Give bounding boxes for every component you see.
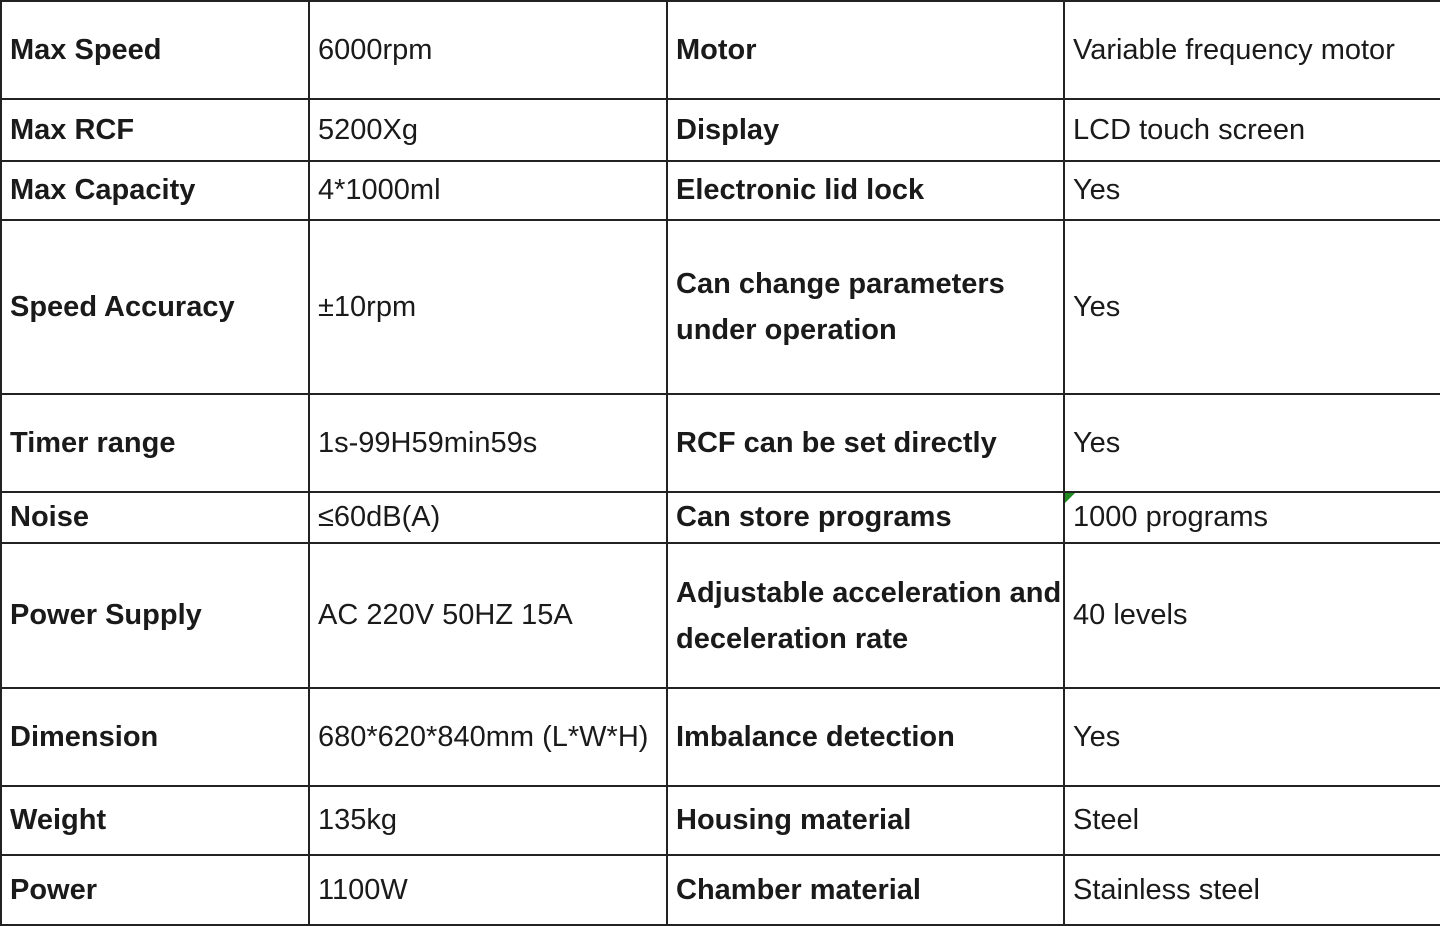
- spec-value: Stainless steel: [1064, 855, 1440, 925]
- spec-label: Imbalance detection: [667, 688, 1064, 786]
- spec-label: Can change parameters under operation: [667, 220, 1064, 394]
- spec-value-text: 1000 programs: [1073, 501, 1269, 533]
- table-row: [1, 161, 1440, 220]
- spec-label: Dimension: [1, 688, 309, 786]
- table-row: [1, 688, 1440, 786]
- table-row: [1, 786, 1440, 855]
- spec-label: Electronic lid lock: [667, 161, 1064, 220]
- comment-marker-icon: [1065, 493, 1075, 503]
- spec-value: Yes: [1064, 688, 1440, 786]
- spec-value: Variable frequency motor: [1064, 1, 1440, 99]
- spec-value: 680*620*840mm (L*W*H): [309, 688, 667, 786]
- spec-value: Yes: [1064, 161, 1440, 220]
- table-row: [1, 220, 1440, 394]
- spec-label: Max Capacity: [1, 161, 309, 220]
- spec-label: Power: [1, 855, 309, 925]
- spec-label: Noise: [1, 492, 309, 543]
- table-row: [1, 492, 1440, 543]
- spec-label: Motor: [667, 1, 1064, 99]
- spec-value: Yes: [1064, 394, 1440, 492]
- spec-label: Power Supply: [1, 543, 309, 688]
- spec-label: Speed Accuracy: [1, 220, 309, 394]
- spec-label: Weight: [1, 786, 309, 855]
- spec-value: 5200Xg: [309, 99, 667, 161]
- spec-value: 4*1000ml: [309, 161, 667, 220]
- spec-label: Housing material: [667, 786, 1064, 855]
- spec-value: AC 220V 50HZ 15A: [309, 543, 667, 688]
- spec-value-with-comment: [1064, 492, 1440, 543]
- spec-label: Timer range: [1, 394, 309, 492]
- spec-label: Adjustable acceleration and deceleration rate: [667, 543, 1064, 688]
- spec-label: Display: [667, 99, 1064, 161]
- spec-value: 1s-99H59min59s: [309, 394, 667, 492]
- spec-value: 40 levels: [1064, 543, 1440, 688]
- spec-value: LCD touch screen: [1064, 99, 1440, 161]
- spec-label: Max Speed: [1, 1, 309, 99]
- spec-label: Can store programs: [667, 492, 1064, 543]
- spec-label: Max RCF: [1, 99, 309, 161]
- spec-value: ≤60dB(A): [309, 492, 667, 543]
- spec-value: Yes: [1064, 220, 1440, 394]
- table-row: [1, 99, 1440, 161]
- spec-label: Chamber material: [667, 855, 1064, 925]
- spec-value: ±10rpm: [309, 220, 667, 394]
- spec-value: 1100W: [309, 855, 667, 925]
- table-row: [1, 394, 1440, 492]
- spec-value: Steel: [1064, 786, 1440, 855]
- table-row: [1, 1, 1440, 99]
- spec-value: 135kg: [309, 786, 667, 855]
- table-row: [1, 543, 1440, 688]
- table-row: [1, 855, 1440, 925]
- spec-value: 6000rpm: [309, 1, 667, 99]
- spec-label: RCF can be set directly: [667, 394, 1064, 492]
